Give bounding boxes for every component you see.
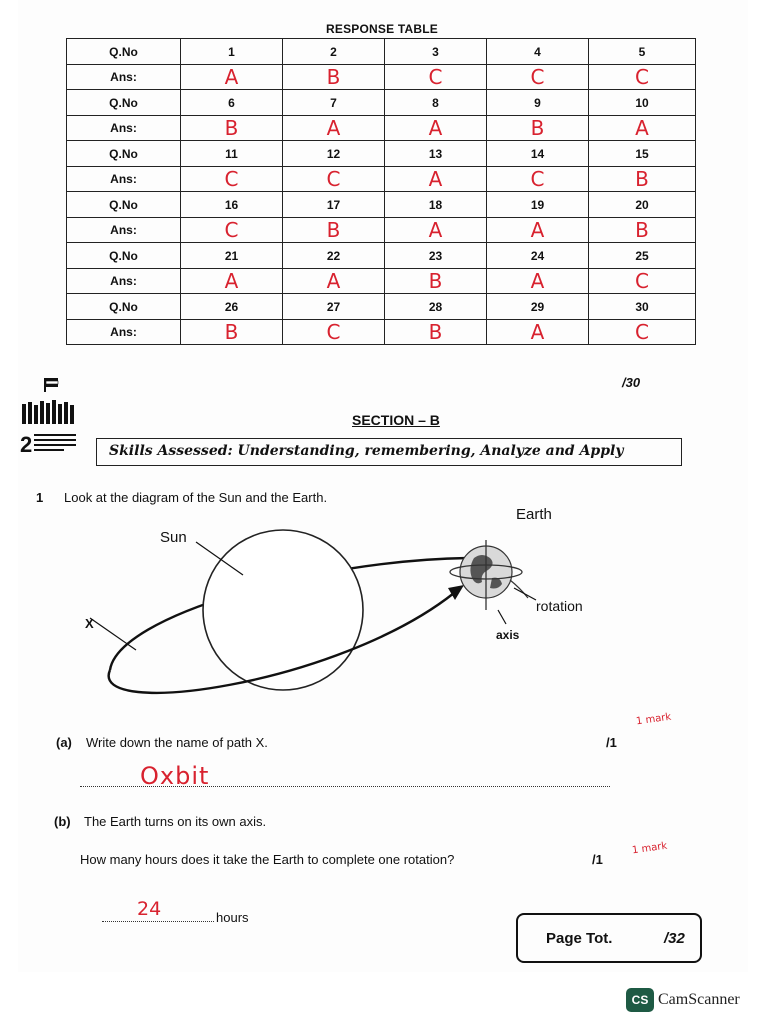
skills-assessed-box xyxy=(96,438,682,466)
question-number-cell: 28 xyxy=(385,294,487,320)
question-number-cell: 25 xyxy=(589,243,696,269)
camscanner-icon: CS xyxy=(626,988,654,1012)
answer-cell: B xyxy=(589,167,696,192)
question-number-cell: 18 xyxy=(385,192,487,218)
part-b-unit: hours xyxy=(216,910,249,925)
answer-cell: C xyxy=(487,65,589,90)
part-a-text: Write down the name of path X. xyxy=(86,735,268,750)
response-table xyxy=(66,38,696,345)
question-number-cell: 22 xyxy=(283,243,385,269)
answer-cell: A xyxy=(181,269,283,294)
x-pointer xyxy=(90,618,136,650)
axis-label: axis xyxy=(496,628,520,642)
question-number-cell: 12 xyxy=(283,141,385,167)
answer-cell: B xyxy=(181,116,283,141)
part-b-label: (b) xyxy=(54,814,71,829)
camscanner-watermark xyxy=(626,986,740,1014)
answer-cell: A xyxy=(283,116,385,141)
ans-header-cell: Ans: xyxy=(67,65,181,90)
answer-cell: A xyxy=(589,116,696,141)
answer-cell: A xyxy=(283,269,385,294)
question-number-row xyxy=(67,141,696,167)
question-number-cell: 21 xyxy=(181,243,283,269)
response-table-title: RESPONSE TABLE xyxy=(326,22,438,36)
question-number-cell: 8 xyxy=(385,90,487,116)
answer-row xyxy=(67,167,696,192)
answer-cell: C xyxy=(181,218,283,243)
question-number-cell: 7 xyxy=(283,90,385,116)
part-a-marks: /1 xyxy=(606,735,617,750)
ans-header-cell: Ans: xyxy=(67,218,181,243)
question-number-cell: 4 xyxy=(487,39,589,65)
page-total-value: /32 xyxy=(664,930,685,947)
answer-cell: A xyxy=(385,116,487,141)
answer-cell: B xyxy=(181,320,283,345)
part-b-answer: 24 xyxy=(137,898,162,920)
qno-header-cell: Q.No xyxy=(67,294,181,320)
answer-cell: B xyxy=(487,116,589,141)
question-text: Look at the diagram of the Sun and the Earth. xyxy=(64,490,328,505)
answer-row xyxy=(67,65,696,90)
page-total-box xyxy=(516,913,702,963)
page-total-label: Page Tot. xyxy=(546,930,613,947)
question-number-cell: 5 xyxy=(589,39,696,65)
question-number-cell: 3 xyxy=(385,39,487,65)
question-number-cell: 23 xyxy=(385,243,487,269)
answer-row xyxy=(67,218,696,243)
school-logo xyxy=(20,376,82,456)
answer-cell: B xyxy=(385,320,487,345)
qno-header-cell: Q.No xyxy=(67,192,181,218)
part-a-answer: Oxbit xyxy=(140,762,210,790)
answer-cell: A xyxy=(487,320,589,345)
answer-cell: A xyxy=(385,218,487,243)
question-number-cell: 11 xyxy=(181,141,283,167)
question-number-cell: 29 xyxy=(487,294,589,320)
orbit-arrowhead xyxy=(448,585,464,600)
question-number-row xyxy=(67,243,696,269)
section-b-title: SECTION – B xyxy=(352,412,440,428)
question-number-cell: 16 xyxy=(181,192,283,218)
answer-cell: C xyxy=(181,167,283,192)
question-number-cell: 27 xyxy=(283,294,385,320)
answer-cell: A xyxy=(385,167,487,192)
answer-cell: A xyxy=(181,65,283,90)
question-number-cell: 17 xyxy=(283,192,385,218)
question-number-cell: 9 xyxy=(487,90,589,116)
part-a-label: (a) xyxy=(56,735,72,750)
part-b-question: How many hours does it take the Earth to complete one rotation? xyxy=(80,852,455,867)
part-b-answer-line xyxy=(102,921,214,922)
question-number-cell: 14 xyxy=(487,141,589,167)
answer-cell: C xyxy=(385,65,487,90)
qno-header-cell: Q.No xyxy=(67,90,181,116)
earth-label: Earth xyxy=(516,506,552,523)
question-number-cell: 19 xyxy=(487,192,589,218)
answer-cell: B xyxy=(385,269,487,294)
question-number-cell: 6 xyxy=(181,90,283,116)
answer-cell: C xyxy=(589,65,696,90)
answer-cell: A xyxy=(487,269,589,294)
question-number-cell: 15 xyxy=(589,141,696,167)
question-number-cell: 26 xyxy=(181,294,283,320)
sun-shape xyxy=(203,530,363,690)
rotation-pointer xyxy=(514,588,536,600)
ans-header-cell: Ans: xyxy=(67,116,181,141)
question-number-cell: 2 xyxy=(283,39,385,65)
axis-pointer xyxy=(498,610,506,624)
answer-cell: C xyxy=(487,167,589,192)
response-score: /30 xyxy=(622,375,641,390)
qno-header-cell: Q.No xyxy=(67,39,181,65)
question-number-row xyxy=(67,192,696,218)
answer-row xyxy=(67,320,696,345)
question-number-cell: 30 xyxy=(589,294,696,320)
qno-header-cell: Q.No xyxy=(67,141,181,167)
part-a-mark-note: 1 mark xyxy=(635,711,672,728)
question-number-row xyxy=(67,39,696,65)
part-b-mark-note: 1 mark xyxy=(631,840,668,857)
ans-header-cell: Ans: xyxy=(67,320,181,345)
answer-cell: C xyxy=(283,167,385,192)
question-number-cell: 1 xyxy=(181,39,283,65)
sun-earth-diagram xyxy=(78,500,618,715)
answer-cell: B xyxy=(283,218,385,243)
answer-row xyxy=(67,269,696,294)
qno-header-cell: Q.No xyxy=(67,243,181,269)
question-number-cell: 10 xyxy=(589,90,696,116)
question-number-row xyxy=(67,294,696,320)
ans-header-cell: Ans: xyxy=(67,269,181,294)
skills-assessed-text: Skills Assessed: Understanding, remembering, Analyze and Apply xyxy=(109,443,624,459)
ans-header-cell: Ans: xyxy=(67,167,181,192)
answer-cell: C xyxy=(283,320,385,345)
question-number: 1 xyxy=(36,490,44,505)
question-number-cell: 13 xyxy=(385,141,487,167)
sun-label: Sun xyxy=(160,529,187,546)
question-number-cell: 20 xyxy=(589,192,696,218)
answer-cell: B xyxy=(283,65,385,90)
question-number-row xyxy=(67,90,696,116)
camscanner-name: CamScanner xyxy=(658,991,740,1008)
answer-cell: C xyxy=(589,320,696,345)
question-number-cell: 24 xyxy=(487,243,589,269)
earth-shape xyxy=(450,540,522,610)
answer-cell: A xyxy=(487,218,589,243)
rotation-label: rotation xyxy=(536,598,583,614)
x-label: X xyxy=(85,616,94,631)
svg-text:2: 2 xyxy=(20,432,33,456)
answer-cell: C xyxy=(589,269,696,294)
part-b-text: The Earth turns on its own axis. xyxy=(84,814,267,829)
part-b-marks: /1 xyxy=(592,852,603,867)
answer-cell: B xyxy=(589,218,696,243)
answer-row xyxy=(67,116,696,141)
